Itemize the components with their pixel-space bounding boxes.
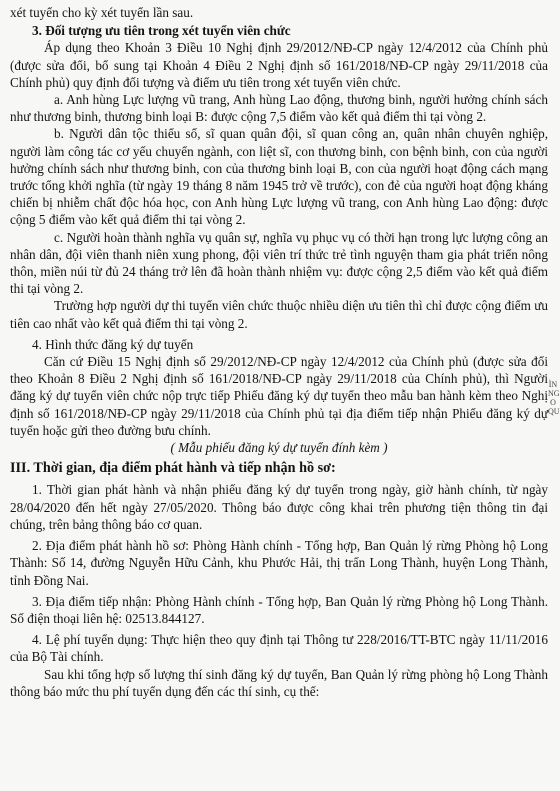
section-III-item-3: 3. Địa điểm tiếp nhận: Phòng Hành chính - Tổng hợp, Ban Quản lý rừng Phòng hộ Long Thành. Số điện thoại liên hệ: 02513.844127. [10,593,548,626]
section-4-heading: 4. Hình thức đăng ký dự tuyển [32,336,194,352]
section-4-body: Căn cứ Điều 15 Nghị định số 29/2012/NĐ-CP ngày 12/4/2012 của Chính phủ (được sửa đổi theo Khoản 8 Điều 2 Nghị định số 161/2018/NĐ-CP ngày 29/11/2018 của Chính phủ), thì Người đăng ký dự tuyển viên chức nộp trực tiếp Phiếu đăng ký dự tuyển theo mẫu ban hành kèm theo Nghị định số 161/2018/NĐ-CP ngày 29/11/2018 của Chính phủ tại địa điểm tiếp nhận Phiếu đăng ký dự tuyển hoặc gửi theo đường bưu chính. [10,354,548,438]
section-III-item-2: 2. Địa điểm phát hành hồ sơ: Phòng Hành chính - Tổng hợp, Ban Quản lý rừng Phòng hộ Long Thành: Số 14, đường Nguyễn Hữu Cảnh, khu Phước Hải, thị trấn Long Thành, huyện Long Thành, tỉnh Đồng Nai. [10,538,548,588]
section-3-heading: 3. Đối tượng ưu tiên trong xét tuyển viên chức [32,23,291,39]
section-3-item-b: b. Người dân tộc thiểu số, sĩ quan quân đội, sĩ quan công an, quân nhân chuyên nghiệp, người làm công tác cơ yếu chuyển ngành, con liệt sĩ, con thương binh, con bệnh binh, con của người hưởng chính sách như thương binh, con của thương binh loại B, con của người hoạt động cách mạng trước tổng khởi nghĩa (từ ngày 19 tháng 8 năm 1945 trở về trước), con đẻ của người hoạt động kháng chiến bị nhiễm chất độc hóa học, con Anh hùng Lực lượng vũ trang, con Anh hùng Lao động: được cộng 5 điểm vào kết quả điểm thi tại vòng 2. [10,126,548,228]
stamp-fragment: ÌN NG O QU [548,380,560,416]
section-3-item-a: a. Anh hùng Lực lượng vũ trang, Anh hùng Lao động, thương binh, người hưởng chính sách như thương binh, thương binh loại B: được cộng 7,5 điểm vào kết quả điểm thi tại vòng 2. [10,92,548,125]
section-III-item-4: 4. Lệ phí tuyển dụng: Thực hiện theo quy định tại Thông tư 228/2016/TT-BTC ngày 11/11/2016 của Bộ Tài chính. [10,632,548,665]
section-3-item-c: c. Người hoàn thành nghĩa vụ quân sự, nghĩa vụ phục vụ có thời hạn trong lực lượng công an nhân dân, đội viên thanh niên xung phong, đội viên trí thức trẻ tình nguyện tham gia phát triển nông thôn, miền núi từ đủ 24 tháng trở lên đã hoàn thành nhiệm vụ: được cộng 2,5 điểm vào kết quả điểm thi tại vòng 2. [10,229,548,297]
section-3-intro: Áp dụng theo Khoản 3 Điều 10 Nghị định 29/2012/NĐ-CP ngày 12/4/2012 của Chính phủ (được sửa đổi, bổ sung tại Khoản 4 Điều 2 Nghị định số 161/2018/NĐ-CP ngày 29/11/2018 của Chính phủ) quy định đối tượng và điểm ưu tiên trong xét tuyển viên chức. [10,40,548,90]
text-line-continued: xét tuyển cho kỳ xét tuyển lần sau. [10,5,194,20]
section-III-item-1: 1. Thời gian phát hành và nhận phiếu đăng ký dự tuyển trong ngày, giờ hành chính, từ ngày 28/04/2020 đến hết ngày 27/05/2020. Thông báo được công khai trên phương tiện thông tin đại chúng, trên bảng thông báo cơ quan. [10,482,548,532]
section-4-attachment-note: ( Mẫu phiếu đăng ký dự tuyển đính kèm ) [170,440,388,456]
section-3-note: Trường hợp người dự thi tuyển viên chức thuộc nhiều diện ưu tiên thì chỉ được cộng điểm ưu tiên cao nhất vào kết quả điểm thi tại vòng 2. [10,298,548,331]
section-III-item-4-note: Sau khi tổng hợp số lượng thí sinh đăng ký dự tuyển, Ban Quản lý rừng phòng hộ Long Thành thông báo mức thu phí tuyển dụng đến các thí sinh, cụ thể: [10,666,548,699]
section-III-heading: III. Thời gian, địa điểm phát hành và tiếp nhận hồ sơ: [10,460,336,477]
